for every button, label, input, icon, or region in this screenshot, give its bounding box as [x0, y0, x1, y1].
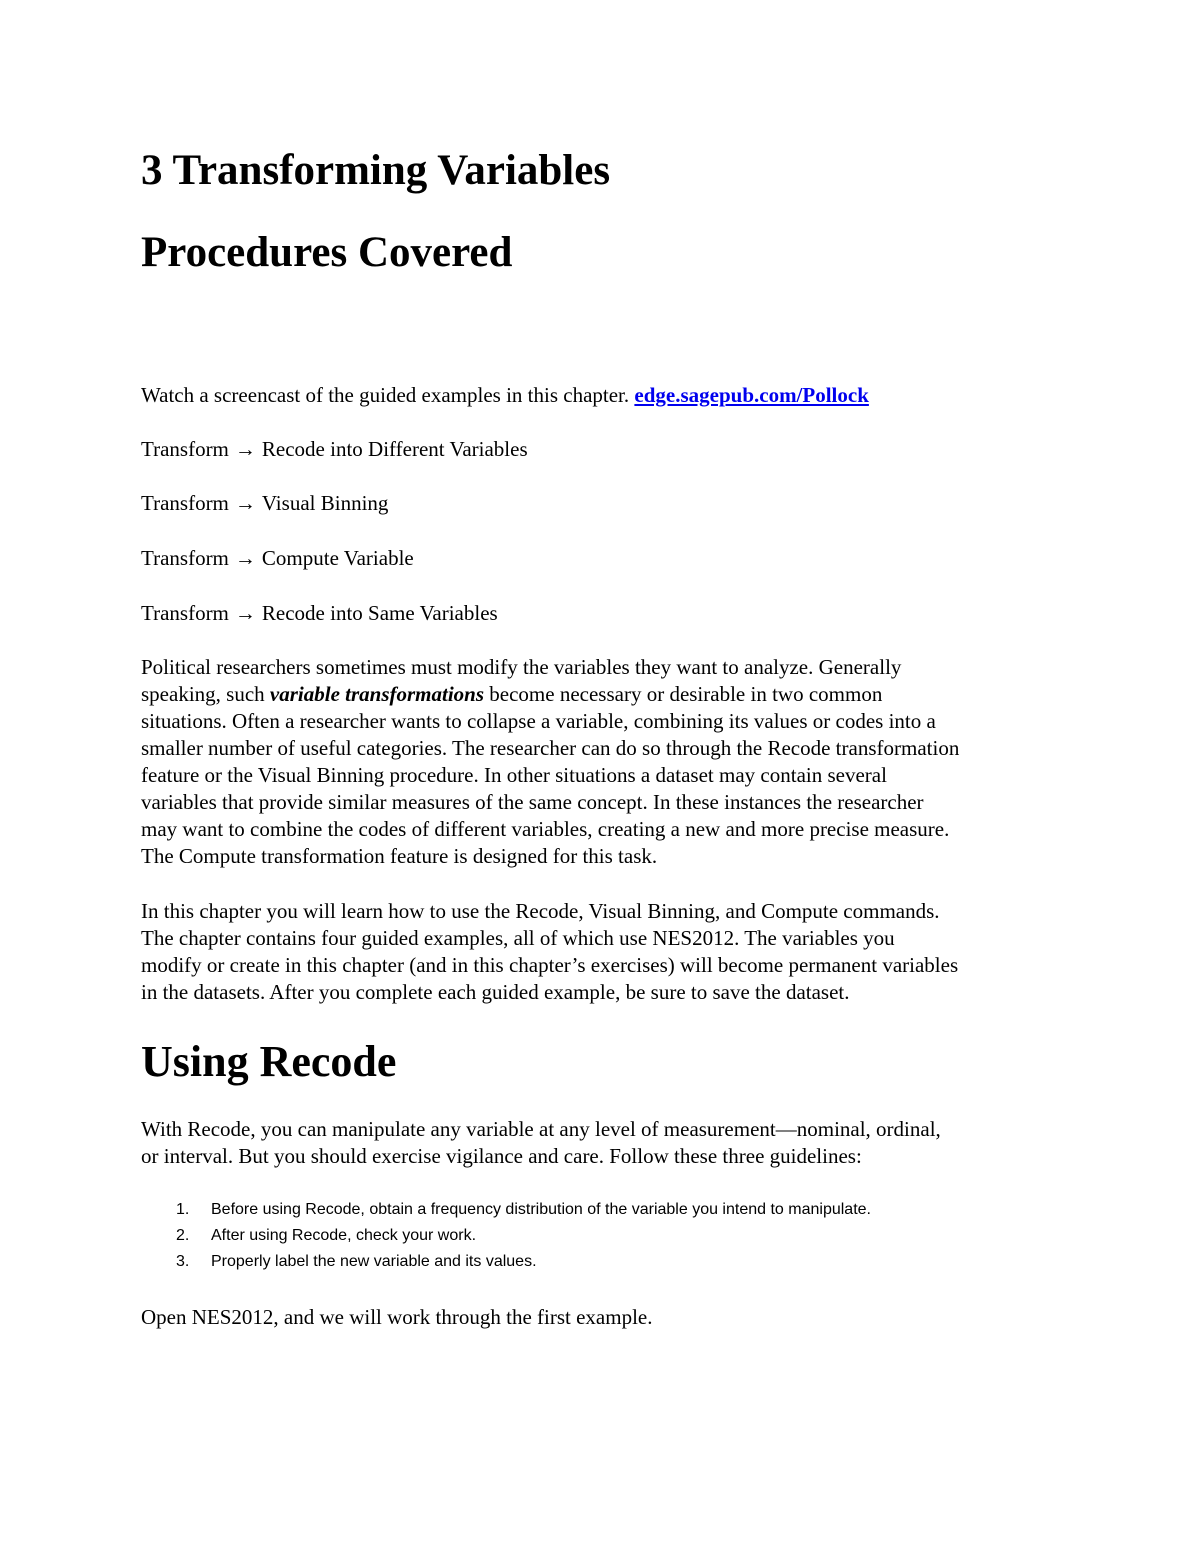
arrow-icon: →: [234, 437, 256, 461]
line-text: speaking, such: [141, 682, 265, 706]
chapter-title: 3 Transforming Variables: [141, 147, 611, 194]
arrow-icon: →: [234, 546, 256, 570]
procedure-menu: Transform: [141, 437, 229, 461]
paragraph-line: With Recode, you can manipulate any variable at any level of measurement—nominal, ordinal,: [141, 1117, 941, 1141]
closing-line: Open NES2012, and we will work through the first example.: [141, 1305, 653, 1329]
procedure-item: [141, 600, 498, 627]
recode-paragraph: [141, 1116, 1071, 1170]
chapter-paragraph: [141, 898, 1071, 1006]
procedure-command: Recode into Different Variables: [261, 437, 528, 461]
intro-paragraph: [141, 654, 1071, 870]
paragraph-line: Political researchers sometimes must modify the variables they want to analyze. Generally: [141, 655, 902, 679]
screencast-text: Watch a screencast of the guided examples in this chapter.: [141, 383, 630, 407]
list-item-text: Before using Recode, obtain a frequency distribution of the variable you intend to manipulate.: [211, 1201, 871, 1218]
paragraph-line: smaller number of useful categories. The researcher can do so through the Recode transformation: [141, 736, 960, 760]
procedure-command: Recode into Same Variables: [261, 601, 498, 625]
procedure-item: [141, 436, 528, 463]
list-item: [176, 1197, 871, 1223]
paragraph-line: The chapter contains four guided examples, all of which use NES2012. The variables you: [141, 926, 895, 950]
arrow-icon: →: [234, 491, 256, 515]
procedure-item: [141, 545, 414, 572]
list-item-text: After using Recode, check your work.: [211, 1227, 477, 1244]
line-text: become necessary or desirable in two common: [489, 682, 883, 706]
procedure-menu: Transform: [141, 491, 229, 515]
list-number: 3.: [176, 1253, 190, 1270]
list-number: 1.: [176, 1201, 190, 1218]
list-item: [176, 1249, 871, 1275]
paragraph-line: The Compute transformation feature is designed for this task.: [141, 844, 658, 868]
procedure-menu: Transform: [141, 546, 229, 570]
paragraph-line: may want to combine the codes of different variables, creating a new and more precise measure.: [141, 817, 950, 841]
list-item-text: Properly label the new variable and its values.: [211, 1253, 537, 1270]
procedure-menu: Transform: [141, 601, 229, 625]
paragraph-line: situations. Often a researcher wants to collapse a variable, combining its values or codes into a: [141, 709, 936, 733]
screencast-line: [141, 382, 869, 409]
guidelines-list: [176, 1197, 871, 1275]
paragraph-line: [141, 681, 1071, 708]
screencast-link[interactable]: edge.sagepub.com/Pollock: [634, 383, 869, 407]
list-number: 2.: [176, 1227, 190, 1244]
paragraph-line: in the datasets. After you complete each guided example, be sure to save the dataset.: [141, 980, 850, 1004]
list-item: [176, 1223, 871, 1249]
paragraph-line: In this chapter you will learn how to use the Recode, Visual Binning, and Compute commands.: [141, 899, 940, 923]
arrow-icon: →: [234, 601, 256, 625]
paragraph-line: feature or the Visual Binning procedure. In other situations a dataset may contain several: [141, 763, 887, 787]
procedure-command: Visual Binning: [261, 491, 389, 515]
paragraph-line: or interval. But you should exercise vigilance and care. Follow these three guidelines:: [141, 1144, 862, 1168]
paragraph-line: modify or create in this chapter (and in this chapter’s exercises) will become permanent variables: [141, 953, 959, 977]
procedures-heading: Procedures Covered: [141, 229, 513, 276]
paragraph-line: variables that provide similar measures of the same concept. In these instances the researcher: [141, 790, 924, 814]
emphasized-term: variable transformations: [269, 682, 485, 706]
section-heading-using-recode: Using Recode: [141, 1037, 397, 1086]
procedure-item: [141, 490, 388, 517]
procedure-command: Compute Variable: [261, 546, 414, 570]
